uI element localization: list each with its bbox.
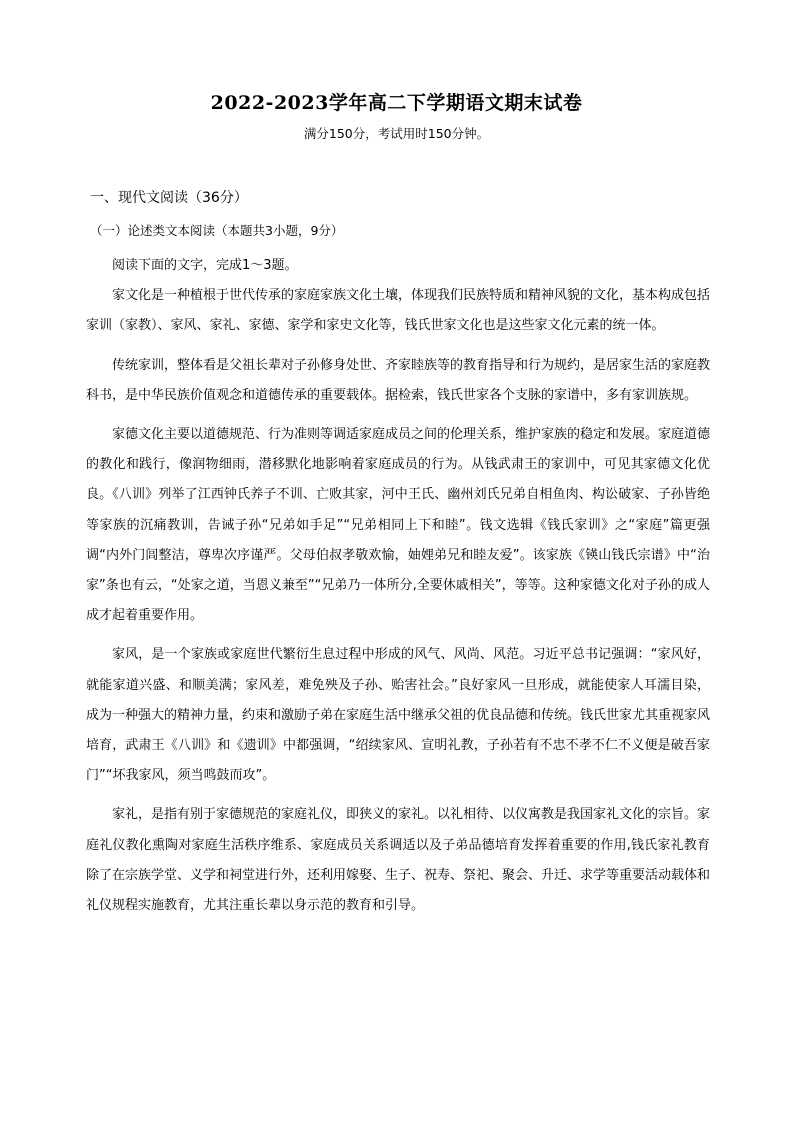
section-heading: 一、现代文阅读（36分） xyxy=(90,190,248,206)
passage-paragraph: 家文化是一种植根于世代传承的家庭家族文化土壤，体现我们民族特质和精神风貌的文化，基本构成包括家训（家教）、家风、家礼、家德、家学和家史文化等，钱氏世家文化也是这些家文化元素的统一体。 xyxy=(86,288,711,334)
passage-paragraph: 家风，是一个家族或家庭世代繁衍生息过程中形成的风气、风尚、风范。习近平总书记强调：“家风好，就能家道兴盛、和顺美满；家风差，难免殃及子孙、贻害社会。”良好家风一旦形成，就能使家人耳濡目染，成为一种强大的精神力量，约束和激励子弟在家庭生活中继承父祖的优良品德和传统。钱氏世家尤其重视家风培育，武肃王《八训》和《遗训》中都强调，“绍续家风、宣明礼教，子孙若有不忠不孝不仁不义便是破吾家门”“坏我家风，须当鸣鼓而攻”。 xyxy=(86,647,711,784)
passage-body xyxy=(86,251,710,921)
passage-paragraph: 传统家训，整体看是父祖长辈对子孙修身处世、齐家睦族等的教育指导和行为规约，是居家生活的家庭教科书，是中华民族价值观念和道德传承的重要载体。据检索，钱氏世家各个支脉的家谱中，多有家训族规。 xyxy=(86,357,711,403)
exam-title: 2022-2023学年高二下学期语文期末试卷 xyxy=(210,92,583,114)
exam-subtitle: 满分150分，考试用时150分钟。 xyxy=(303,126,490,141)
passage-paragraph: 家德文化主要以道德规范、行为准则等调适家庭成员之间的伦理关系，维护家族的稳定和发展。家庭道德的教化和践行，像润物细雨，潜移默化地影响着家庭成员的行为。从钱武肃王的家训中，可见其家德文化优良。《八训》列举了江西钟氏养子不训、亡败其家，河中王氏、幽州刘氏兄弟自相鱼肉、构讼破家、子孙皆绝等家族的沉痛教训，告诫子孙“兄弟如手足”“兄弟相同上下和睦”。钱文选辑《钱氏家训》之“家庭”篇更强调“内外门闾整洁，尊卑次序谨严。父母伯叔孝敬欢愉，妯娌弟兄和睦友爱”。该家族《锳山钱氏宗谱》中“治家”条也有云，“处家之道，当恩义兼至”“兄弟乃一体所分,全要休戚相关”，等等。这种家德文化对子孙的成人成才起着重要作用。 xyxy=(86,427,711,624)
passage-paragraph: 家礼，是指有别于家德规范的家庭礼仪，即狭义的家礼。以礼相待、以仪寓教是我国家礼文化的宗旨。家庭礼仪教化熏陶对家庭生活秩序维系、家庭成员关系调适以及子弟品德培育发挥着重要的作用,钱氏家礼教育除了在宗族学堂、义学和祠堂进行外，还利用嫁娶、生子、祝寿、祭祀、聚会、升迁、求学等重要活动载体和礼仪规程实施教育，尤其注重长辈以身示范的教育和引导。 xyxy=(86,807,711,914)
instruction-paragraph: 阅读下面的文字，完成1～3题。 xyxy=(112,258,298,273)
sub-heading: （一）论述类文本阅读（本题共3小题，9分） xyxy=(90,223,344,238)
